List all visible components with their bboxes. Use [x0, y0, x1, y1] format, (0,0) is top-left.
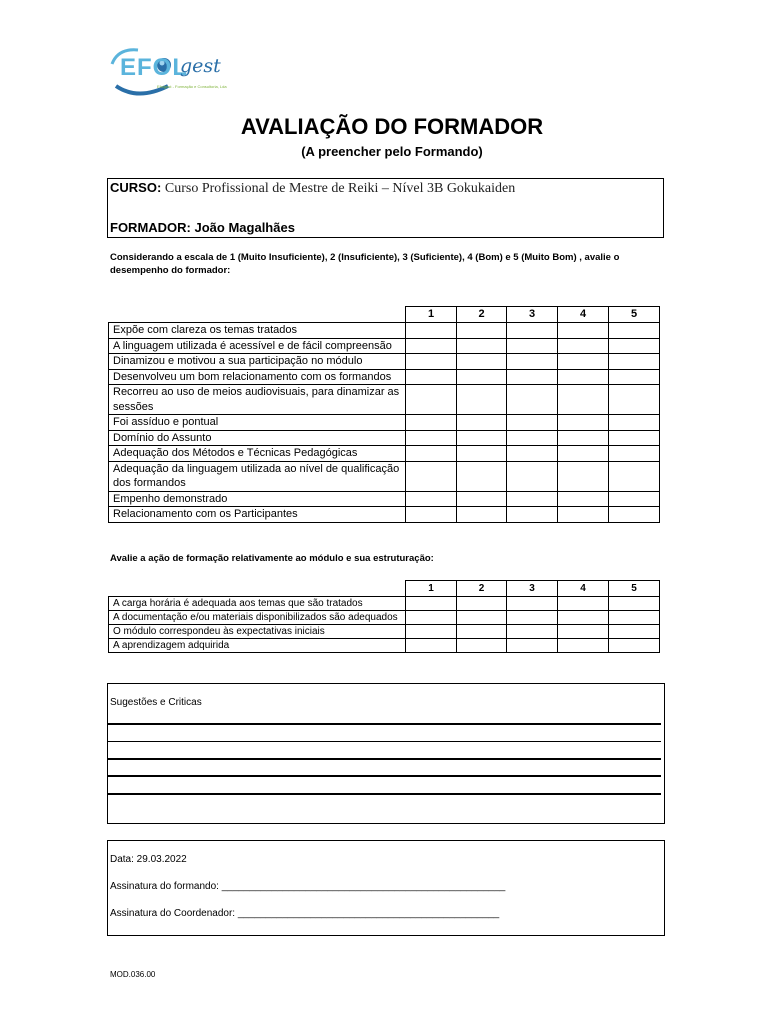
suggestion-line[interactable] — [108, 793, 661, 795]
criterion-label: Adequação da linguagem utilizada ao nível de qualificação dos formandos — [109, 461, 406, 491]
rating-cell-2[interactable] — [457, 354, 507, 370]
table-row — [109, 446, 660, 462]
logo-brand: EFOL — [120, 54, 188, 81]
rating-cell-5[interactable] — [609, 461, 660, 491]
rating-cell-1[interactable] — [406, 430, 457, 446]
criterion-label: Domínio do Assunto — [109, 430, 406, 446]
criterion-label: Expõe com clareza os temas tratados — [109, 323, 406, 339]
rating-cell-2[interactable] — [457, 461, 507, 491]
scale-header-1: 1 — [406, 307, 457, 323]
rating-cell-4[interactable] — [558, 611, 609, 625]
criterion-label: Adequação dos Métodos e Técnicas Pedagógicas — [109, 446, 406, 462]
rating-cell-2[interactable] — [457, 369, 507, 385]
header-corner — [109, 307, 406, 323]
rating-cell-4[interactable] — [558, 354, 609, 370]
logo-tagline: Efolgest - Formação e Consultoria, Lda — [157, 84, 227, 89]
rating-cell-5[interactable] — [609, 338, 660, 354]
date-line: Data: 29.03.2022 — [110, 854, 187, 865]
rating-cell-3[interactable] — [507, 446, 558, 462]
table-row — [109, 461, 660, 491]
criterion-label: A linguagem utilizada é acessível e de fácil compreensão — [109, 338, 406, 354]
suggestion-line[interactable] — [108, 758, 661, 760]
criterion-label: Foi assíduo e pontual — [109, 415, 406, 431]
rating-cell-3[interactable] — [507, 430, 558, 446]
rating-cell-1[interactable] — [406, 369, 457, 385]
table-row — [109, 430, 660, 446]
rating-cell-4[interactable] — [558, 491, 609, 507]
rating-cell-5[interactable] — [609, 354, 660, 370]
rating-cell-4[interactable] — [558, 446, 609, 462]
rating-cell-1[interactable] — [406, 354, 457, 370]
rating-cell-4[interactable] — [558, 639, 609, 653]
rating-cell-3[interactable] — [507, 611, 558, 625]
suggestion-line[interactable] — [108, 723, 661, 725]
criterion-label: Dinamizou e motivou a sua participação no módulo — [109, 354, 406, 370]
table-row — [109, 507, 660, 523]
criterion-label: Desenvolveu um bom relacionamento com os formandos — [109, 369, 406, 385]
scale-header-3: 3 — [507, 307, 558, 323]
rating-cell-3[interactable] — [507, 354, 558, 370]
scale-header-1: 1 — [406, 581, 457, 597]
rating-cell-2[interactable] — [457, 611, 507, 625]
rating-cell-2[interactable] — [457, 507, 507, 523]
scale-header-2: 2 — [457, 307, 507, 323]
trainer-line — [110, 220, 295, 235]
suggestion-line[interactable] — [108, 775, 661, 777]
rating-cell-5[interactable] — [609, 369, 660, 385]
rating-cell-5[interactable] — [609, 507, 660, 523]
rating-cell-4[interactable] — [558, 625, 609, 639]
module-rating-table — [108, 580, 660, 653]
rating-cell-1[interactable] — [406, 338, 457, 354]
rating-cell-4[interactable] — [558, 507, 609, 523]
trainer-value: João Magalhães — [194, 220, 295, 235]
rating-cell-1[interactable] — [406, 597, 457, 611]
criterion-label: A documentação e/ou materiais disponibilizados são adequados — [109, 611, 406, 625]
rating-cell-2[interactable] — [457, 491, 507, 507]
module-section-label: Avalie a ação de formação relativamente ao módulo e sua estruturação: — [110, 553, 434, 564]
rating-cell-2[interactable] — [457, 430, 507, 446]
table-row — [109, 597, 660, 611]
scale-header-2: 2 — [457, 581, 507, 597]
table-row — [109, 354, 660, 370]
criterion-label: O módulo correspondeu às expectativas iniciais — [109, 625, 406, 639]
rating-cell-2[interactable] — [457, 597, 507, 611]
rating-cell-2[interactable] — [457, 415, 507, 431]
rating-cell-3[interactable] — [507, 491, 558, 507]
scale-header-5: 5 — [609, 307, 660, 323]
table-row — [109, 625, 660, 639]
trainee-signature-line[interactable]: Assinatura do formando: ___________________________________________________ — [110, 881, 506, 892]
table-row — [109, 611, 660, 625]
scale-header-5: 5 — [609, 581, 660, 597]
criterion-label: Relacionamento com os Participantes — [109, 507, 406, 523]
rating-cell-3[interactable] — [507, 625, 558, 639]
criterion-label: Empenho demonstrado — [109, 491, 406, 507]
rating-cell-3[interactable] — [507, 639, 558, 653]
rating-cell-5[interactable] — [609, 597, 660, 611]
rating-cell-2[interactable] — [457, 385, 507, 415]
rating-cell-1[interactable] — [406, 415, 457, 431]
rating-cell-2[interactable] — [457, 338, 507, 354]
table-row — [109, 323, 660, 339]
rating-cell-3[interactable] — [507, 597, 558, 611]
scale-header-row — [109, 307, 660, 323]
course-label: CURSO: — [110, 180, 162, 195]
rating-cell-3[interactable] — [507, 507, 558, 523]
table-row — [109, 639, 660, 653]
rating-cell-5[interactable] — [609, 446, 660, 462]
rating-cell-3[interactable] — [507, 338, 558, 354]
rating-cell-5[interactable] — [609, 611, 660, 625]
rating-cell-1[interactable] — [406, 461, 457, 491]
rating-cell-3[interactable] — [507, 461, 558, 491]
rating-cell-1[interactable] — [406, 323, 457, 339]
rating-cell-3[interactable] — [507, 323, 558, 339]
instructions-text: Considerando a escala de 1 (Muito Insuficiente), 2 (Insuficiente), 3 (Suficiente), 4 (Bom) e 5 (Muito Bom) , avalie o desempenho do formador: — [110, 252, 620, 276]
rating-cell-5[interactable] — [609, 625, 660, 639]
scale-header-row — [109, 581, 660, 597]
logo-brand-suffix: gest — [180, 55, 221, 77]
trainer-label: FORMADOR: — [110, 220, 191, 235]
rating-cell-1[interactable] — [406, 625, 457, 639]
rating-cell-1[interactable] — [406, 385, 457, 415]
scale-header-3: 3 — [507, 581, 558, 597]
criterion-label: A carga horária é adequada aos temas que são tratados — [109, 597, 406, 611]
rating-cell-4[interactable] — [558, 461, 609, 491]
table-row — [109, 415, 660, 431]
criterion-label: A aprendizagem adquirida — [109, 639, 406, 653]
rating-cell-1[interactable] — [406, 507, 457, 523]
header-corner — [109, 581, 406, 597]
rating-cell-4[interactable] — [558, 597, 609, 611]
rating-cell-5[interactable] — [609, 430, 660, 446]
rating-cell-5[interactable] — [609, 491, 660, 507]
rating-cell-2[interactable] — [457, 323, 507, 339]
criterion-label: Recorreu ao uso de meios audiovisuais, para dinamizar as sessões — [109, 385, 406, 415]
rating-cell-5[interactable] — [609, 323, 660, 339]
rating-cell-3[interactable] — [507, 369, 558, 385]
rating-cell-4[interactable] — [558, 385, 609, 415]
rating-cell-1[interactable] — [406, 491, 457, 507]
page-title: AVALIAÇÃO DO FORMADOR — [240, 114, 544, 139]
course-line — [110, 180, 515, 197]
rating-cell-1[interactable] — [406, 611, 457, 625]
suggestions-label: Sugestões e Criticas — [110, 697, 202, 708]
table-row — [109, 338, 660, 354]
rating-cell-4[interactable] — [558, 323, 609, 339]
table-row — [109, 491, 660, 507]
form-code: MOD.036.00 — [110, 970, 156, 979]
scale-header-4: 4 — [558, 307, 609, 323]
rating-cell-3[interactable] — [507, 415, 558, 431]
rating-cell-2[interactable] — [457, 446, 507, 462]
rating-cell-4[interactable] — [558, 338, 609, 354]
trainer-rating-table — [108, 306, 660, 523]
table-row — [109, 369, 660, 385]
scale-header-4: 4 — [558, 581, 609, 597]
coordinator-signature-line[interactable]: Assinatura do Coordenador: _______________________________________________ — [110, 908, 500, 919]
rating-cell-4[interactable] — [558, 415, 609, 431]
rating-cell-5[interactable] — [609, 385, 660, 415]
rating-cell-4[interactable] — [558, 430, 609, 446]
page-subtitle: (A preencher pelo Formando) — [301, 144, 483, 159]
table-row — [109, 385, 660, 415]
rating-cell-2[interactable] — [457, 639, 507, 653]
course-value: Curso Profissional de Mestre de Reiki – Nível 3B Gokukaiden — [164, 181, 516, 196]
rating-cell-1[interactable] — [406, 446, 457, 462]
rating-cell-3[interactable] — [507, 385, 558, 415]
rating-cell-1[interactable] — [406, 639, 457, 653]
rating-cell-5[interactable] — [609, 639, 660, 653]
rating-cell-4[interactable] — [558, 369, 609, 385]
suggestion-line[interactable] — [108, 741, 661, 742]
rating-cell-5[interactable] — [609, 415, 660, 431]
rating-cell-2[interactable] — [457, 625, 507, 639]
